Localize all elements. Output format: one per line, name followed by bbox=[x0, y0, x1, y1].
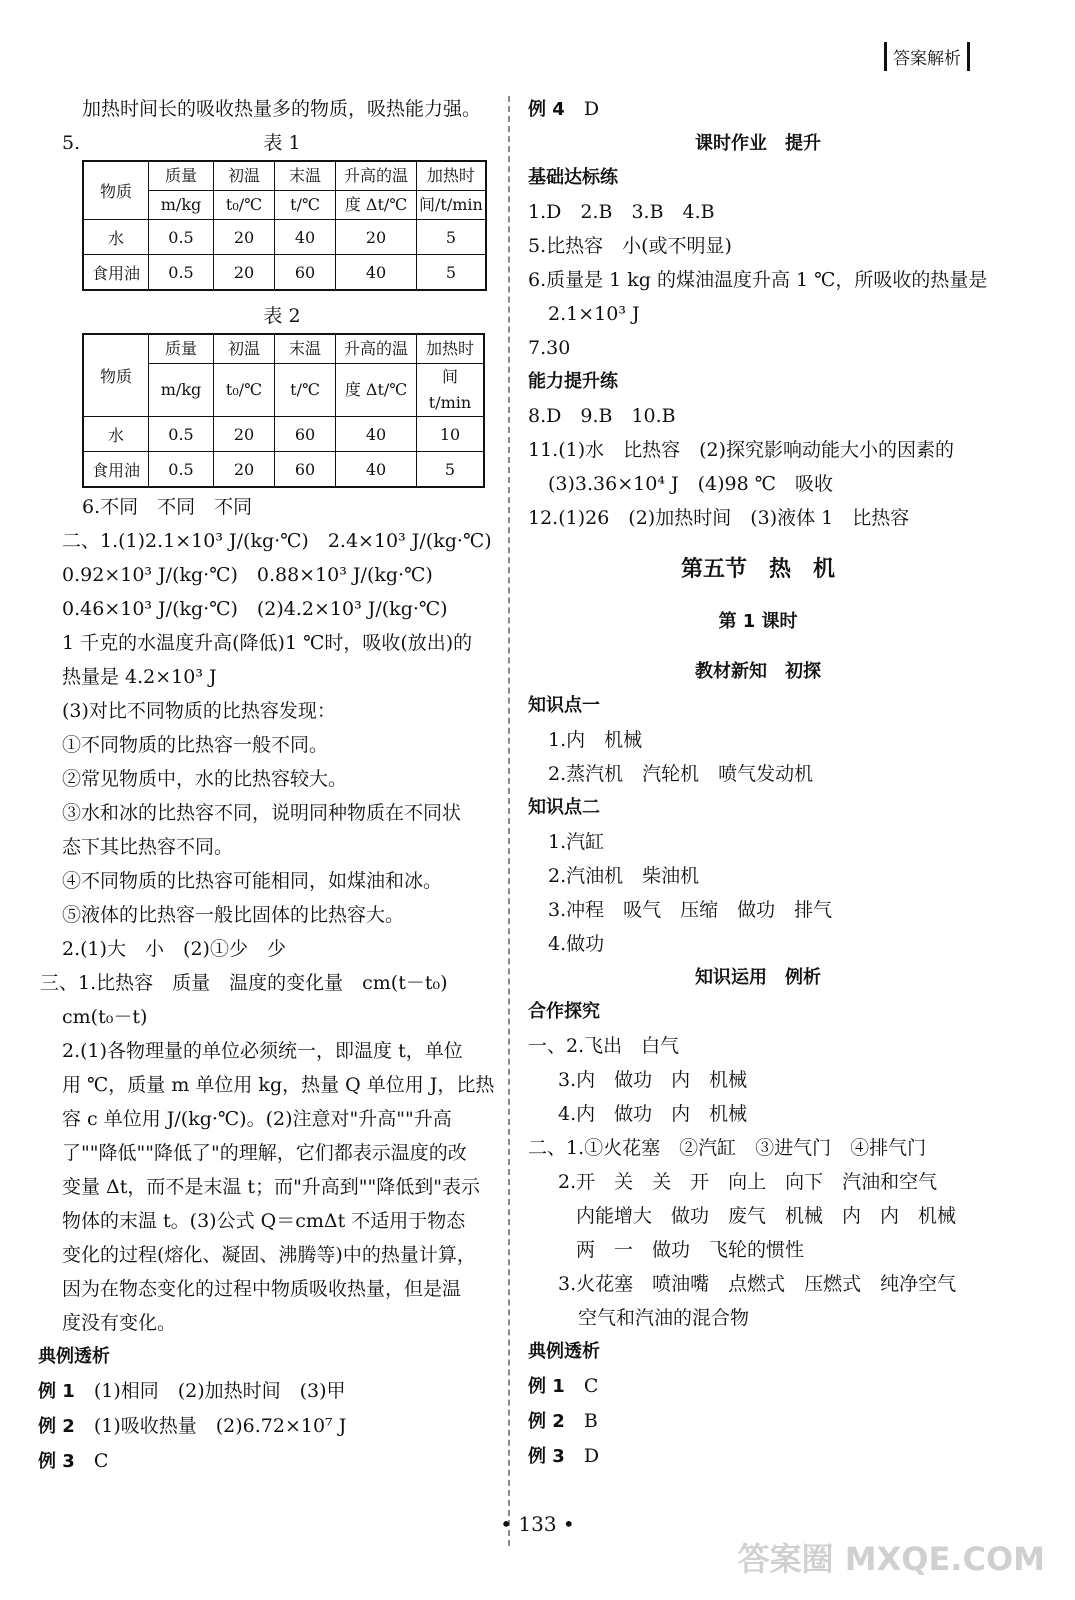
section-heading: 典例透析 bbox=[528, 1341, 600, 1362]
text-line: 11.(1)水 比热容 (2)探究影响动能大小的因素的 bbox=[528, 439, 955, 461]
text-line: 一、2.飞出 白气 bbox=[528, 1035, 680, 1057]
header-cell: 末温 bbox=[275, 334, 336, 364]
lesson-title: 第 1 课时 bbox=[718, 611, 798, 632]
header-cell: 升高的温 bbox=[336, 161, 417, 191]
section-heading: 课时作业 提升 bbox=[695, 133, 821, 154]
table-cell: 20 bbox=[214, 417, 275, 452]
text-line: 2.蒸汽机 汽轮机 喷气发动机 bbox=[548, 763, 814, 785]
table-row bbox=[83, 255, 486, 291]
text-line: 7.30 bbox=[528, 337, 571, 359]
text-line: 二、1.(1)2.1×10³ J/(kg·℃) 2.4×10³ J/(kg·℃) bbox=[62, 530, 492, 552]
text-line: 了""降低""降低了"的理解，它们都表示温度的改 bbox=[62, 1142, 467, 1164]
text-line: ③水和冰的比热容不同，说明同种物质在不同状 bbox=[62, 802, 462, 824]
table-cell: 40 bbox=[336, 255, 417, 291]
header-cell: t/℃ bbox=[275, 191, 336, 220]
text-line: 0.46×10³ J/(kg·℃) (2)4.2×10³ J/(kg·℃) bbox=[62, 598, 448, 620]
text-line: 度没有变化。 bbox=[62, 1312, 177, 1334]
example-value: B bbox=[583, 1410, 598, 1432]
example-answer bbox=[38, 1409, 502, 1444]
example-value: (1)吸收热量 (2)6.72×10⁷ J bbox=[93, 1415, 347, 1437]
header-cell: 间 t/min bbox=[417, 364, 485, 417]
table-cell: 0.5 bbox=[149, 220, 214, 255]
subsection-heading: 能力提升练 bbox=[528, 371, 618, 392]
text-line: 因为在物态变化的过程中物质吸收热量，但是温 bbox=[62, 1278, 462, 1300]
header-cell: 度 Δt/℃ bbox=[336, 364, 417, 417]
table-cell: 40 bbox=[336, 452, 417, 488]
table-cell: 60 bbox=[275, 417, 336, 452]
header-cell: 加热时 bbox=[417, 334, 485, 364]
table-cell: 40 bbox=[275, 220, 336, 255]
example-value: (1)相同 (2)加热时间 (3)甲 bbox=[93, 1380, 346, 1402]
table-cell: 水 bbox=[83, 417, 149, 452]
header-cell: 度 Δt/℃ bbox=[336, 191, 417, 220]
header-cell: m/kg bbox=[149, 191, 214, 220]
text-line: 态下其比热容不同。 bbox=[62, 836, 234, 858]
example-value: D bbox=[583, 98, 600, 120]
header-cell: 物质 bbox=[83, 334, 149, 417]
text-line: 二、1.①火花塞 ②汽缸 ③进气门 ④排气门 bbox=[528, 1137, 927, 1159]
text-line: (3)对比不同物质的比热容发现： bbox=[62, 700, 336, 722]
text-line: 热量是 4.2×10³ J bbox=[62, 666, 217, 688]
example-value: C bbox=[583, 1375, 599, 1397]
text-line: 变化的过程(熔化、凝固、沸腾等)中的热量计算， bbox=[62, 1244, 476, 1266]
table-cell: 0.5 bbox=[149, 452, 214, 488]
header-cell: 物质 bbox=[83, 161, 149, 220]
text-line: 用 ℃，质量 m 单位用 kg，热量 Q 单位用 J，比热 bbox=[62, 1074, 495, 1096]
example-answer bbox=[528, 1404, 988, 1439]
text-line: 6.质量是 1 kg 的煤油温度升高 1 ℃，所吸收的热量是 bbox=[528, 269, 988, 291]
text-line: (3)3.36×10⁴ J (4)98 ℃ 吸收 bbox=[548, 473, 833, 495]
text-line: 加热时间长的吸收热量多的物质，吸热能力强。 bbox=[82, 98, 482, 120]
example-label: 例 1 bbox=[528, 1376, 565, 1397]
text-line: cm(t₀－t) bbox=[62, 1006, 148, 1028]
text-line: ①不同物质的比热容一般不同。 bbox=[62, 734, 329, 756]
text-line: 2.1×10³ J bbox=[548, 303, 640, 325]
table-cell: 5 bbox=[417, 255, 486, 291]
example-answer bbox=[528, 1369, 988, 1404]
text-line: 内能增大 做功 废气 机械 内 内 机械 bbox=[576, 1205, 957, 1227]
text-line: 1 千克的水温度升高(降低)1 ℃时，吸收(放出)的 bbox=[62, 632, 473, 654]
chapter-title: 第五节 热 机 bbox=[680, 557, 835, 582]
example-answer bbox=[528, 92, 988, 127]
table-cell: 20 bbox=[214, 220, 275, 255]
text-line: 5.比热容 小(或不明显) bbox=[528, 235, 732, 257]
table-row bbox=[83, 417, 484, 452]
header-cell: t₀/℃ bbox=[214, 191, 275, 220]
example-value: C bbox=[93, 1450, 109, 1472]
text-line: 容 c 单位用 J/(kg·℃)。(2)注意对"升高""升高 bbox=[62, 1108, 452, 1130]
subsection-heading: 知识点二 bbox=[528, 797, 600, 818]
text-line: 0.92×10³ J/(kg·℃) 0.88×10³ J/(kg·℃) bbox=[62, 564, 433, 586]
text-line: 2.(1)大 小 (2)①少 少 bbox=[62, 938, 286, 960]
text-line: 3.火花塞 喷油嘴 点燃式 压燃式 纯净空气 bbox=[558, 1273, 957, 1295]
text-line: 2.汽油机 柴油机 bbox=[548, 865, 700, 887]
header-cell: 初温 bbox=[214, 334, 275, 364]
table-cell: 0.5 bbox=[149, 417, 214, 452]
example-label: 例 3 bbox=[38, 1451, 75, 1472]
text-line: 3.冲程 吸气 压缩 做功 排气 bbox=[548, 899, 833, 921]
example-label: 例 4 bbox=[528, 99, 565, 120]
example-answer bbox=[38, 1444, 502, 1479]
right-column bbox=[528, 92, 988, 1474]
text-line: 变量 Δt，而不是末温 t；而"升高到""降低到"表示 bbox=[62, 1176, 481, 1198]
text-line: 6.不同 不同 不同 bbox=[82, 496, 253, 518]
table-title: 表 1 bbox=[263, 132, 301, 154]
text-line: ②常见物质中，水的比热容较大。 bbox=[62, 768, 348, 790]
subsection-heading: 知识点一 bbox=[528, 695, 600, 716]
text-line: 4.做功 bbox=[548, 933, 605, 955]
table-cell: 5 bbox=[417, 220, 486, 255]
table-cell: 水 bbox=[83, 220, 149, 255]
page-number: • 133 • bbox=[500, 1512, 575, 1536]
text-line: 8.D 9.B 10.B bbox=[528, 405, 676, 427]
text-line: 三、1.比热容 质量 温度的变化量 cm(t－t₀) bbox=[40, 972, 448, 994]
text-line: 1.内 机械 bbox=[548, 729, 643, 751]
table-row bbox=[83, 452, 484, 488]
table-caption bbox=[62, 299, 502, 333]
data-table-1 bbox=[82, 160, 487, 291]
table-cell: 10 bbox=[417, 417, 485, 452]
table-title: 表 2 bbox=[263, 305, 301, 327]
header-cell: 末温 bbox=[275, 161, 336, 191]
subsection-heading: 基础达标练 bbox=[528, 167, 618, 188]
header-cell: 质量 bbox=[149, 161, 214, 191]
table-cell: 20 bbox=[214, 255, 275, 291]
left-column bbox=[38, 92, 502, 1479]
example-label: 例 3 bbox=[528, 1446, 565, 1467]
item-number: 5. bbox=[62, 132, 81, 154]
data-table-2 bbox=[82, 333, 485, 488]
section-heading: 知识运用 例析 bbox=[695, 967, 821, 988]
watermark: 答案圈 MXQE.COM bbox=[737, 1540, 1045, 1578]
text-line: 3.内 做功 内 机械 bbox=[558, 1069, 748, 1091]
text-line: 1.汽缸 bbox=[548, 831, 605, 853]
header-cell: 质量 bbox=[149, 334, 214, 364]
text-line: 4.内 做功 内 机械 bbox=[558, 1103, 748, 1125]
table-cell: 食用油 bbox=[83, 255, 149, 291]
table-cell: 40 bbox=[336, 417, 417, 452]
text-line: 12.(1)26 (2)加热时间 (3)液体 1 比热容 bbox=[528, 507, 910, 529]
section-heading: 典例透析 bbox=[38, 1346, 110, 1367]
section-heading: 教材新知 初探 bbox=[695, 661, 821, 682]
header-cell: 初温 bbox=[214, 161, 275, 191]
example-label: 例 2 bbox=[38, 1416, 75, 1437]
header-cell: m/kg bbox=[149, 364, 214, 417]
example-label: 例 2 bbox=[528, 1411, 565, 1432]
table-cell: 60 bbox=[275, 255, 336, 291]
table-cell: 5 bbox=[417, 452, 485, 488]
table-caption bbox=[62, 126, 502, 160]
text-line: ⑤液体的比热容一般比固体的比热容大。 bbox=[62, 904, 405, 926]
text-line: 空气和汽油的混合物 bbox=[578, 1307, 750, 1329]
example-label: 例 1 bbox=[38, 1381, 75, 1402]
header-cell: 加热时 bbox=[417, 161, 486, 191]
table-cell: 20 bbox=[214, 452, 275, 488]
table-header-row bbox=[83, 161, 486, 191]
text-line: 2.(1)各物理量的单位必须统一，即温度 t，单位 bbox=[62, 1040, 463, 1062]
column-divider bbox=[508, 96, 510, 1546]
header-cell: 间/t/min bbox=[417, 191, 486, 220]
header-cell: t/℃ bbox=[275, 364, 336, 417]
text-line: 2.开 关 关 开 向上 向下 汽油和空气 bbox=[558, 1171, 938, 1193]
example-answer bbox=[528, 1439, 988, 1474]
table-cell: 60 bbox=[275, 452, 336, 488]
header-cell: 升高的温 bbox=[336, 334, 417, 364]
header-cell: t₀/℃ bbox=[214, 364, 275, 417]
example-value: D bbox=[583, 1445, 600, 1467]
text-line: 1.D 2.B 3.B 4.B bbox=[528, 201, 715, 223]
table-cell: 0.5 bbox=[149, 255, 214, 291]
table-row bbox=[83, 220, 486, 255]
table-cell: 食用油 bbox=[83, 452, 149, 488]
table-cell: 20 bbox=[336, 220, 417, 255]
text-line: 物体的末温 t。(3)公式 Q＝cmΔt 不适用于物态 bbox=[62, 1210, 466, 1232]
subsection-heading: 合作探究 bbox=[528, 1001, 600, 1022]
table-header-row bbox=[83, 334, 484, 364]
text-line: 两 一 做功 飞轮的惯性 bbox=[576, 1239, 805, 1261]
text-line: ④不同物质的比热容可能相同，如煤油和冰。 bbox=[62, 870, 443, 892]
section-tag: 答案解析 bbox=[884, 42, 970, 71]
example-answer bbox=[38, 1374, 502, 1409]
